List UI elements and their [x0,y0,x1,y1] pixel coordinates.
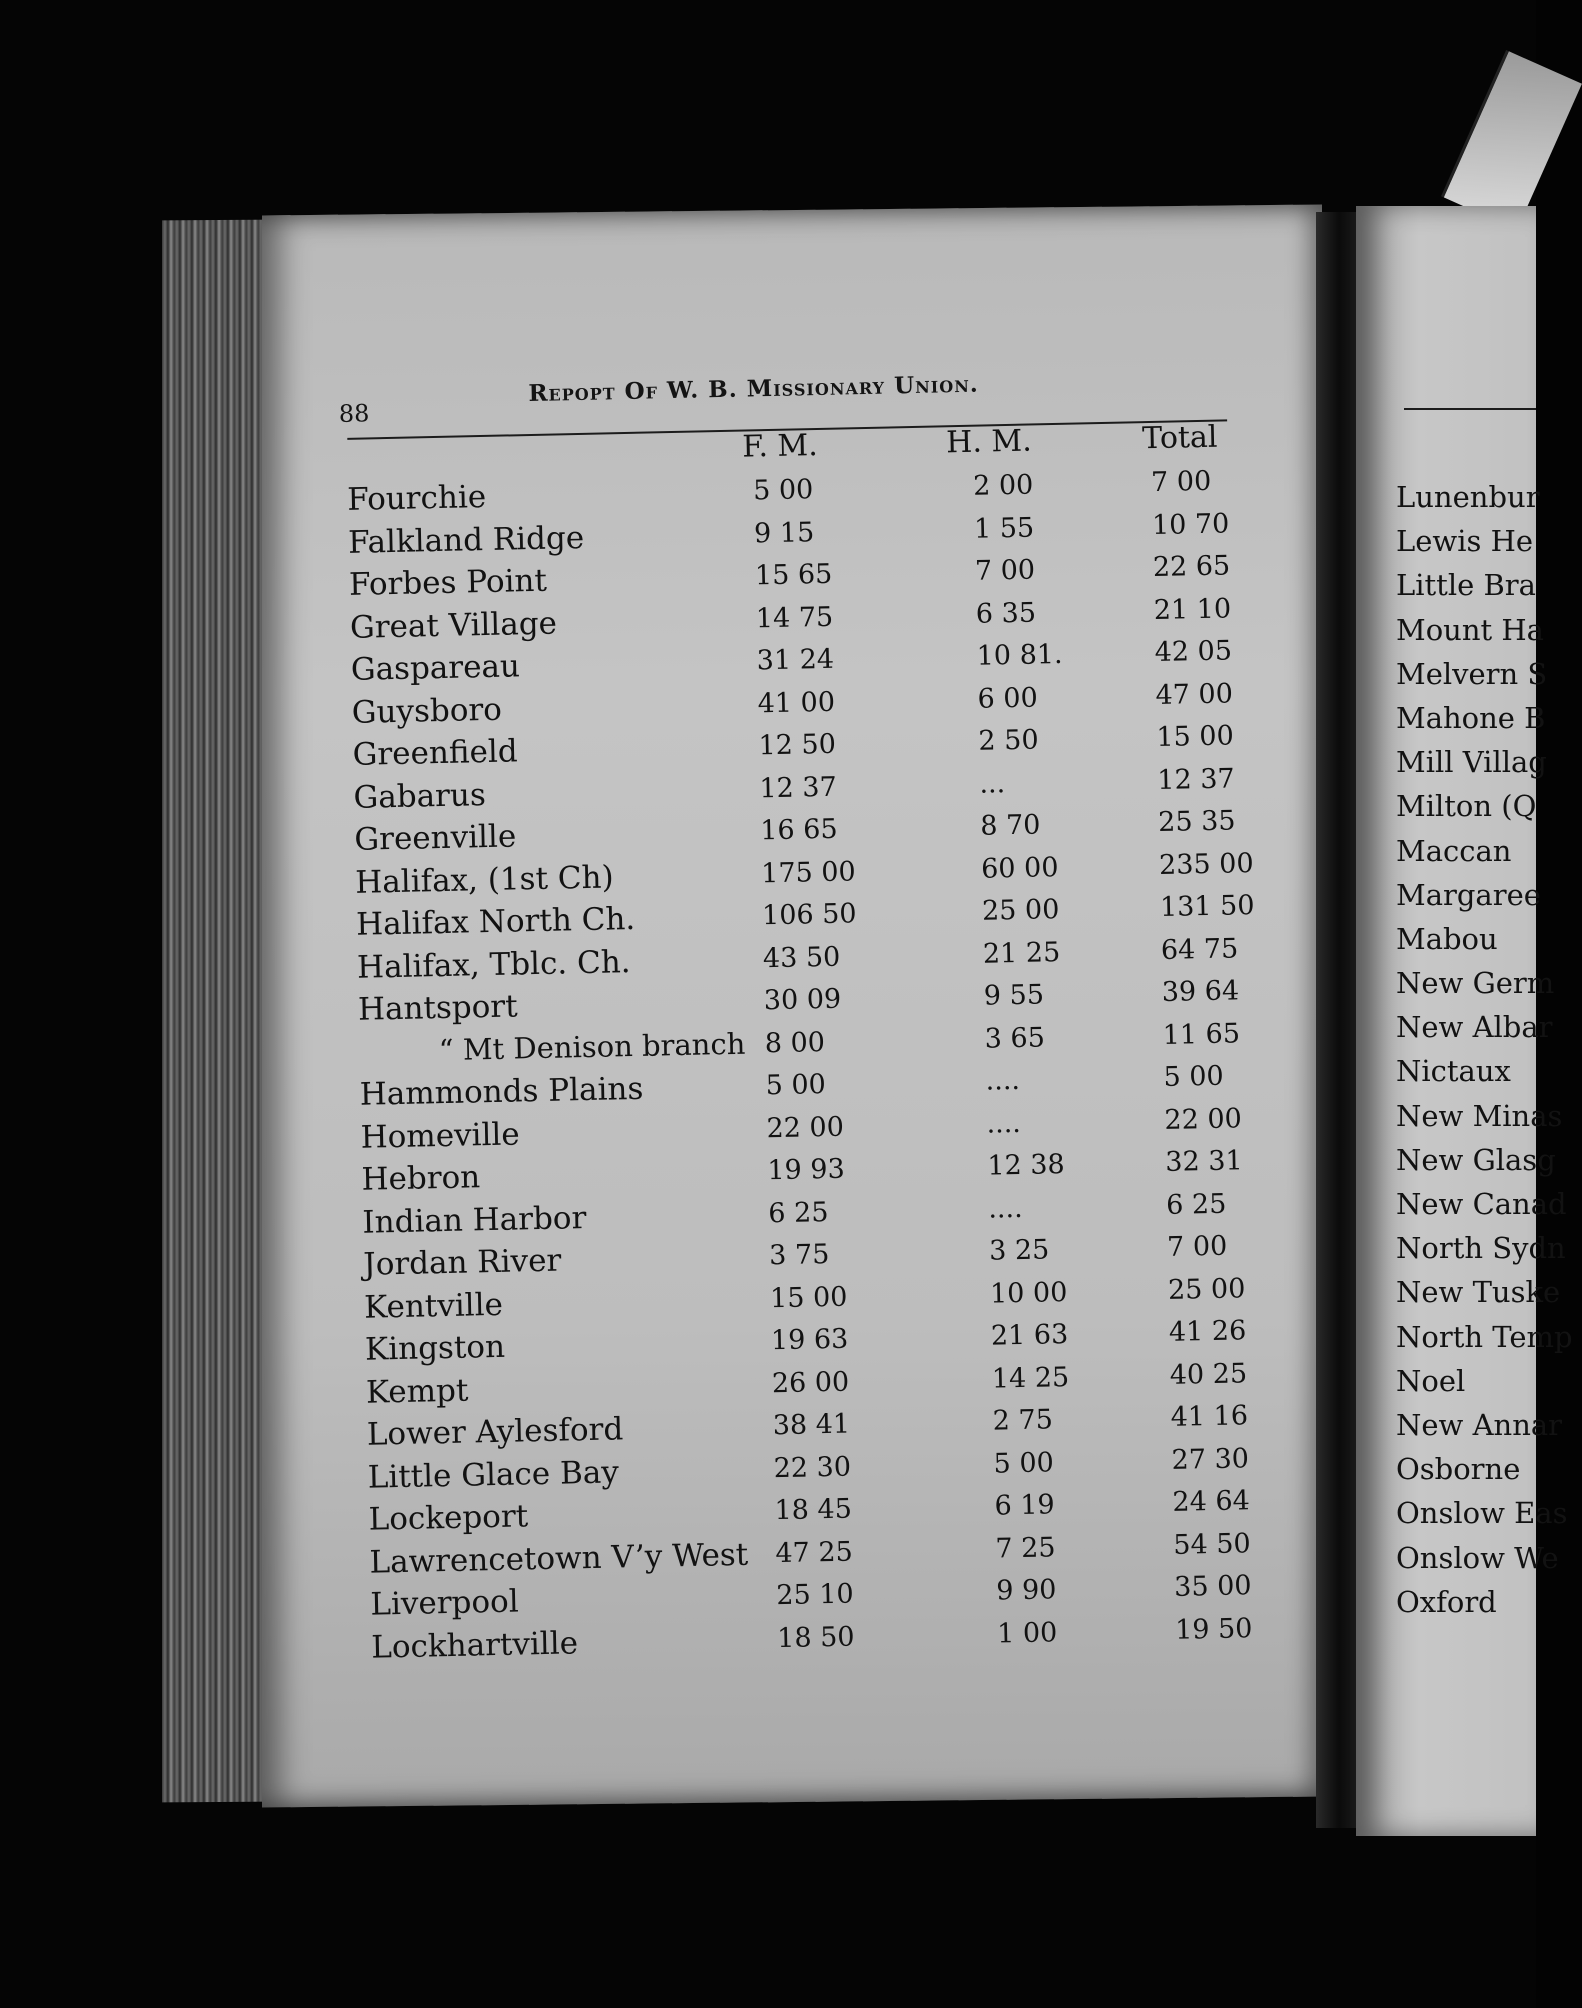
hm-value: 8 70 [979,809,1041,842]
hm-value: 6 35 [975,597,1037,630]
total-value: 10 70 [1151,507,1230,541]
place-name: Halifax North Ch. [355,900,636,943]
place-name: Guysboro [351,691,503,731]
right-page-line: Little Bra [1396,568,1536,603]
column-header-total: Total [1141,419,1218,457]
total-value: 39 64 [1161,975,1240,1008]
column-header-fm: F. M. [741,428,819,465]
hm-value: .... [985,1064,1021,1097]
total-value: 5 00 [1163,1060,1225,1093]
right-page-line: Mahone B [1396,700,1546,735]
right-page-line: North Sydn [1396,1231,1566,1266]
place-name: Lower Aylesford [366,1411,624,1453]
place-name: Forbes Point [348,562,548,603]
hm-value: 1 00 [996,1616,1058,1650]
right-page-line: New Albar [1396,1010,1553,1045]
book-page-edges [162,220,270,1803]
place-name: Gabarus [353,776,487,816]
hm-value: 14 25 [991,1361,1070,1395]
hm-value: 7 25 [995,1531,1056,1565]
hm-value: 7 00 [974,554,1036,587]
total-value: 22 65 [1152,550,1231,584]
total-value: 47 00 [1155,677,1234,711]
place-name: Gaspareau [350,648,521,688]
fm-value: 3 75 [768,1238,830,1272]
hm-value: 21 25 [982,936,1061,970]
right-page-line: New Tuske [1396,1275,1561,1310]
place-name: “ Mt Denison branch [438,1026,746,1067]
fm-value: 12 50 [758,728,837,762]
right-page-line: New Minas [1396,1098,1563,1133]
total-value: 7 00 [1166,1230,1228,1263]
hm-value: 25 00 [981,894,1060,927]
place-name: Greenville [354,818,517,858]
hm-value: 2 00 [972,469,1034,502]
fm-value: 19 93 [767,1153,846,1187]
place-name: Greenfield [352,733,519,773]
hm-value: 2 75 [992,1404,1054,1437]
paper-scrap [1441,50,1582,230]
right-page-line: New Glasg [1396,1142,1556,1177]
total-value: 235 00 [1158,847,1254,881]
right-page-line: Noel [1396,1363,1466,1398]
right-page-line: Mabou [1396,921,1498,956]
fm-value: 6 25 [768,1196,829,1229]
place-name: Lawrencetown V’y West [369,1536,749,1581]
hm-value: 3 25 [988,1234,1050,1267]
right-page-line: North Temp [1396,1319,1573,1354]
place-name: Indian Harbor [362,1199,587,1241]
fm-value: 175 00 [760,855,856,889]
place-name: Jordan River [362,1242,562,1283]
hm-value: ... [979,767,1006,800]
total-value: 41 16 [1170,1400,1249,1433]
fm-value: 5 00 [752,474,814,507]
fm-value: 9 15 [753,516,815,549]
table-body [343,463,1298,1672]
contributions-table [342,419,1298,1672]
place-name: Little Glace Bay [367,1453,620,1496]
total-value: 131 50 [1159,889,1255,923]
place-name: Great Village [349,605,558,646]
hm-value: 6 19 [994,1489,1055,1522]
total-value: 64 75 [1160,932,1239,966]
total-value: 6 25 [1165,1188,1227,1221]
fm-value: 47 25 [775,1536,854,1569]
total-value: 32 31 [1165,1145,1243,1178]
fm-value: 41 00 [757,686,836,719]
fm-value: 25 10 [776,1578,854,1612]
right-page-line: New Annar [1396,1407,1563,1442]
running-title: Repopt Of W. B. Missionary Union. [528,370,980,408]
right-page-line: New Canad [1396,1187,1567,1221]
right-page-line: Mill Villag [1396,745,1547,780]
hm-value: 9 55 [983,979,1045,1012]
right-page-line: Melvern S [1396,656,1548,691]
place-name: Hantsport [357,988,518,1028]
place-name: Kempt [365,1372,469,1411]
place-name: Fourchie [346,478,487,518]
hm-value: 3 65 [984,1021,1046,1055]
total-value: 19 50 [1174,1612,1253,1646]
fm-value: 18 50 [776,1621,855,1654]
total-value: 25 35 [1157,805,1236,838]
fm-value: 38 41 [772,1408,851,1442]
total-value: 15 00 [1156,720,1235,754]
hm-value: 9 90 [995,1574,1057,1607]
hm-value: 10 00 [989,1276,1068,1310]
fm-value: 16 65 [759,813,838,847]
right-page-line: New Germ [1396,966,1555,1001]
total-value: 24 64 [1172,1485,1251,1518]
total-value: 42 05 [1154,635,1233,669]
fm-value: 30 09 [763,983,842,1017]
total-value: 21 10 [1153,592,1232,626]
place-name: Hammonds Plains [359,1070,644,1113]
right-page-header-rule [1404,408,1536,410]
right-page-line: Onslow Eas [1396,1496,1568,1531]
right-page-line: Lewis He [1396,524,1534,559]
total-value: 25 00 [1167,1272,1246,1306]
place-name: Hebron [361,1159,481,1198]
column-header-hm: H. M. [945,423,1033,461]
fm-value: 26 00 [771,1366,850,1399]
hm-value: 21 63 [990,1318,1069,1352]
total-value: 35 00 [1173,1570,1252,1603]
fm-value: 106 50 [761,898,857,932]
hm-value: .... [986,1107,1022,1140]
total-value: 27 30 [1171,1442,1250,1476]
hm-value: 60 00 [980,851,1059,885]
right-page-line: Maccan [1396,833,1512,868]
place-name: Halifax, (1st Ch) [354,858,614,901]
fm-value: 12 37 [759,771,838,804]
hm-value: .... [987,1192,1023,1225]
hm-value: 10 81. [976,638,1063,672]
hm-value: 5 00 [993,1446,1055,1480]
place-name: Kentville [363,1286,504,1326]
right-page-line: Osborne [1396,1452,1521,1487]
right-page-list [1396,480,1573,1629]
place-name: Liverpool [370,1583,520,1623]
place-name: Halifax, Tblc. Ch. [356,943,631,986]
hm-value: 2 50 [978,724,1039,757]
right-page-line: Lunenbur [1396,480,1540,514]
right-page-line: Nictaux [1396,1054,1511,1089]
total-value: 40 25 [1169,1357,1248,1391]
total-value: 12 37 [1157,762,1235,796]
total-value: 7 00 [1150,465,1212,499]
right-page-line: Milton (Q [1396,789,1537,824]
fm-value: 8 00 [764,1026,826,1059]
fm-value: 43 50 [762,941,841,974]
page-number: 88 [338,399,370,428]
fm-value: 19 63 [770,1323,849,1357]
fm-value: 22 00 [766,1111,845,1144]
fm-value: 31 24 [756,643,835,677]
place-name: Lockhartville [370,1624,579,1666]
fm-value: 5 00 [765,1069,827,1102]
total-value: 11 65 [1162,1017,1241,1051]
place-name: Falkland Ridge [347,519,585,561]
place-name: Lockeport [368,1498,529,1538]
fm-value: 15 00 [769,1281,848,1314]
fm-value: 14 75 [755,601,834,634]
place-name: Homeville [360,1115,521,1156]
right-page-line: Oxford [1396,1584,1497,1619]
hm-value: 6 00 [977,681,1039,715]
fm-value: 15 65 [754,558,833,592]
total-value: 22 00 [1164,1102,1243,1136]
fm-value: 22 30 [773,1451,852,1484]
hm-value: 1 55 [973,512,1035,545]
fm-value: 18 45 [774,1493,853,1527]
total-value: 41 26 [1168,1315,1247,1348]
right-page-line: Margaree [1396,877,1541,912]
place-name: Kingston [364,1328,506,1368]
hm-value: 12 38 [987,1149,1065,1182]
right-page-line: Onslow We [1396,1540,1559,1575]
total-value: 54 50 [1173,1527,1251,1561]
right-page-line: Mount Ha [1396,612,1544,647]
